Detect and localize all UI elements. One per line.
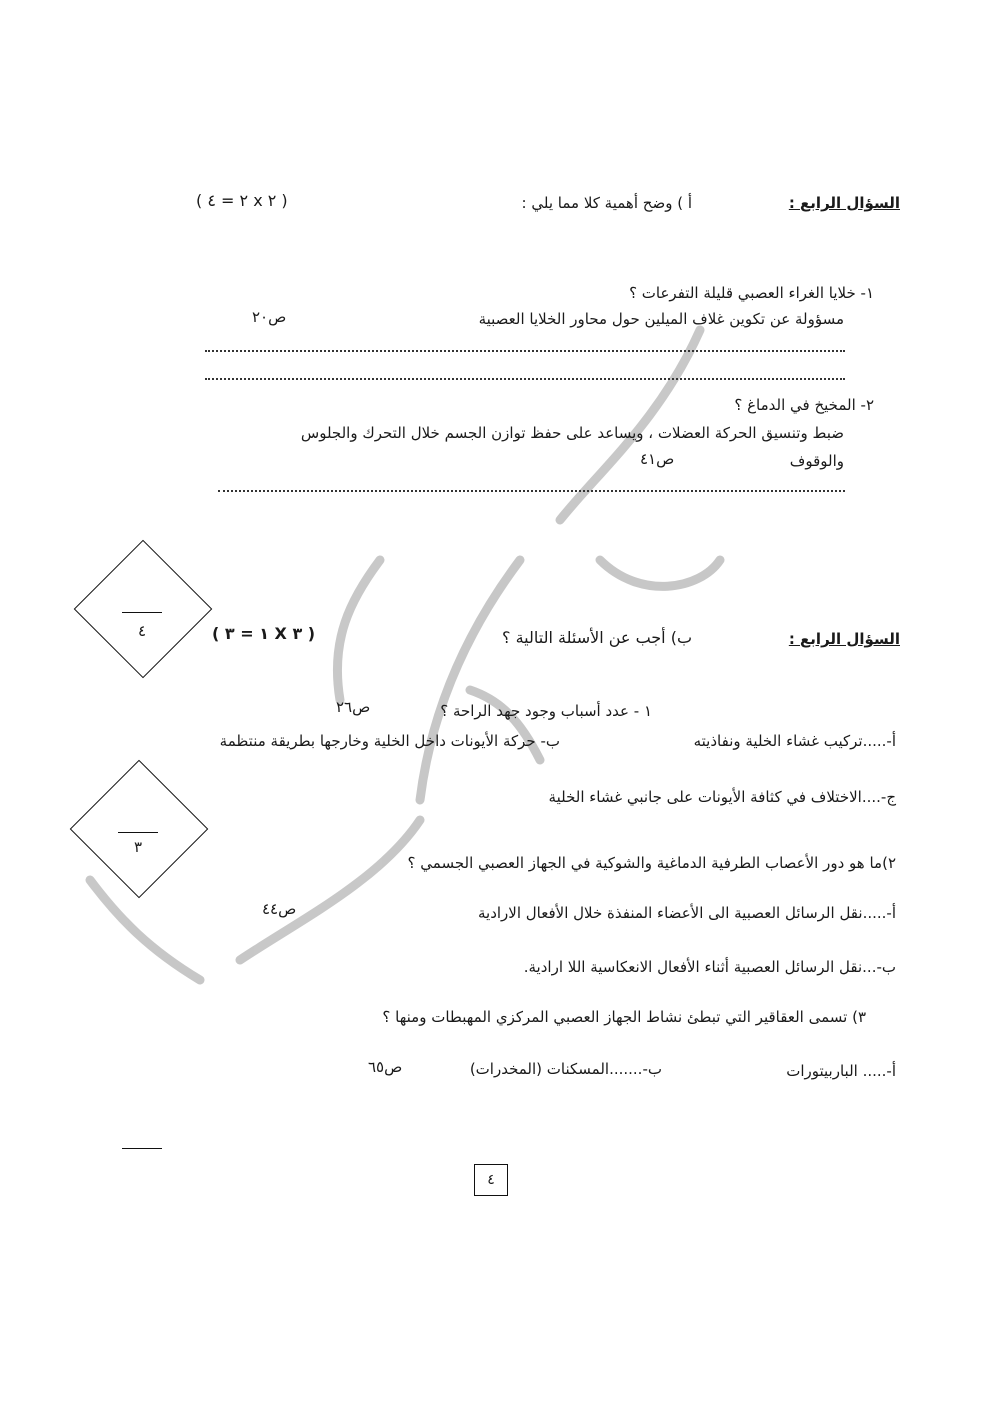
- diamond-shape: [74, 540, 213, 679]
- score-fraction-line: [122, 1148, 162, 1149]
- q4a-item2-answer-line2: والوقوف: [789, 452, 844, 470]
- q4a-item2-page-ref: ص٤١: [640, 450, 675, 468]
- q4a-instruction: أ ) وضح أهمية كلا مما يلي :: [521, 194, 692, 212]
- score-value: ٤: [137, 622, 147, 640]
- q4b-q2-text: ٢)ما هو دور الأعصاب الطرفية الدماغية والشوكية في الجهاز العصبي الجسمي ؟: [407, 854, 896, 872]
- q4b-q2-answer-a-ref: ص٤٤: [262, 900, 297, 918]
- score-diamond-a: [72, 538, 212, 678]
- q4b-q1-answer-c: ج-....الاختلاف في كثافة الأيونات على جانبي غشاء الخلية: [548, 788, 896, 806]
- q4b-title: السؤال الرابع :: [788, 630, 900, 648]
- score-fraction-line-a: [122, 612, 162, 613]
- page-number-box: [474, 1164, 508, 1196]
- answer-line: [205, 350, 845, 352]
- q4b-q1-text: ١ - عدد أسباب وجود جهد الراحة ؟: [440, 702, 652, 720]
- q4a-item1-answer: مسؤولة عن تكوين غلاف الميلين حول محاور الخلايا العصبية: [478, 310, 844, 328]
- diamond-shape: [70, 760, 209, 899]
- q4a-item1-question: ١- خلايا الغراء العصبي قليلة التفرعات ؟: [629, 284, 874, 302]
- q4b-q3-text: ٣) تسمى العقاقير التي تبطئ نشاط الجهاز العصبي المركزي المهبطات ومنها ؟: [382, 1008, 866, 1026]
- q4a-title: السؤال الرابع :: [788, 194, 900, 212]
- q4b-marks: ( ٣ X ١ = ٣ ): [212, 624, 316, 643]
- q4b-q2-answer-b: ب-...نقل الرسائل العصبية أثناء الأفعال الانعكاسية اللا ارادية.: [523, 958, 896, 976]
- q4a-item2-question: ٢- المخيخ في الدماغ ؟: [734, 396, 874, 414]
- q4b-q1-page-ref: ص٢٦: [336, 698, 371, 716]
- q4b-q3-page-ref: ص٦٥: [368, 1058, 403, 1076]
- q4b-q1-answer-b: ب- حركة الأيونات داخل الخلية وخارجها بطريقة منتظمة: [219, 732, 560, 750]
- q4a-marks: ( ٢ x ٢ = ٤ ): [196, 191, 288, 210]
- q4a-item2-answer-line1: ضبط وتنسيق الحركة العضلات ، ويساعد على حفظ توازن الجسم خلال التحرك والجلوس: [300, 424, 844, 442]
- q4b-q3-answer-b: ب-.......المسكنات (المخدرات): [469, 1060, 662, 1078]
- q4b-q2-answer-a: أ-.....نقل الرسائل العصبية الى الأعضاء المنفذة خلال الأفعال الارادية: [477, 904, 896, 922]
- q4b-q1-answer-a: أ-.....تركيب غشاء الخلية ونفاذيته: [693, 732, 896, 750]
- score-fraction-line-b: [118, 832, 158, 833]
- answer-line: [205, 378, 845, 380]
- q4b-instruction: ب) أجب عن الأسئلة التالية ؟: [502, 628, 692, 647]
- page-number: ٤: [487, 1172, 495, 1188]
- q4b-q3-answer-a: أ-..... الباربيتورات: [786, 1062, 896, 1080]
- score-value: ٣: [133, 838, 143, 856]
- q4a-item1-page-ref: ص٢٠: [252, 308, 287, 326]
- answer-line: [218, 490, 845, 492]
- score-diamond-b: [68, 758, 208, 898]
